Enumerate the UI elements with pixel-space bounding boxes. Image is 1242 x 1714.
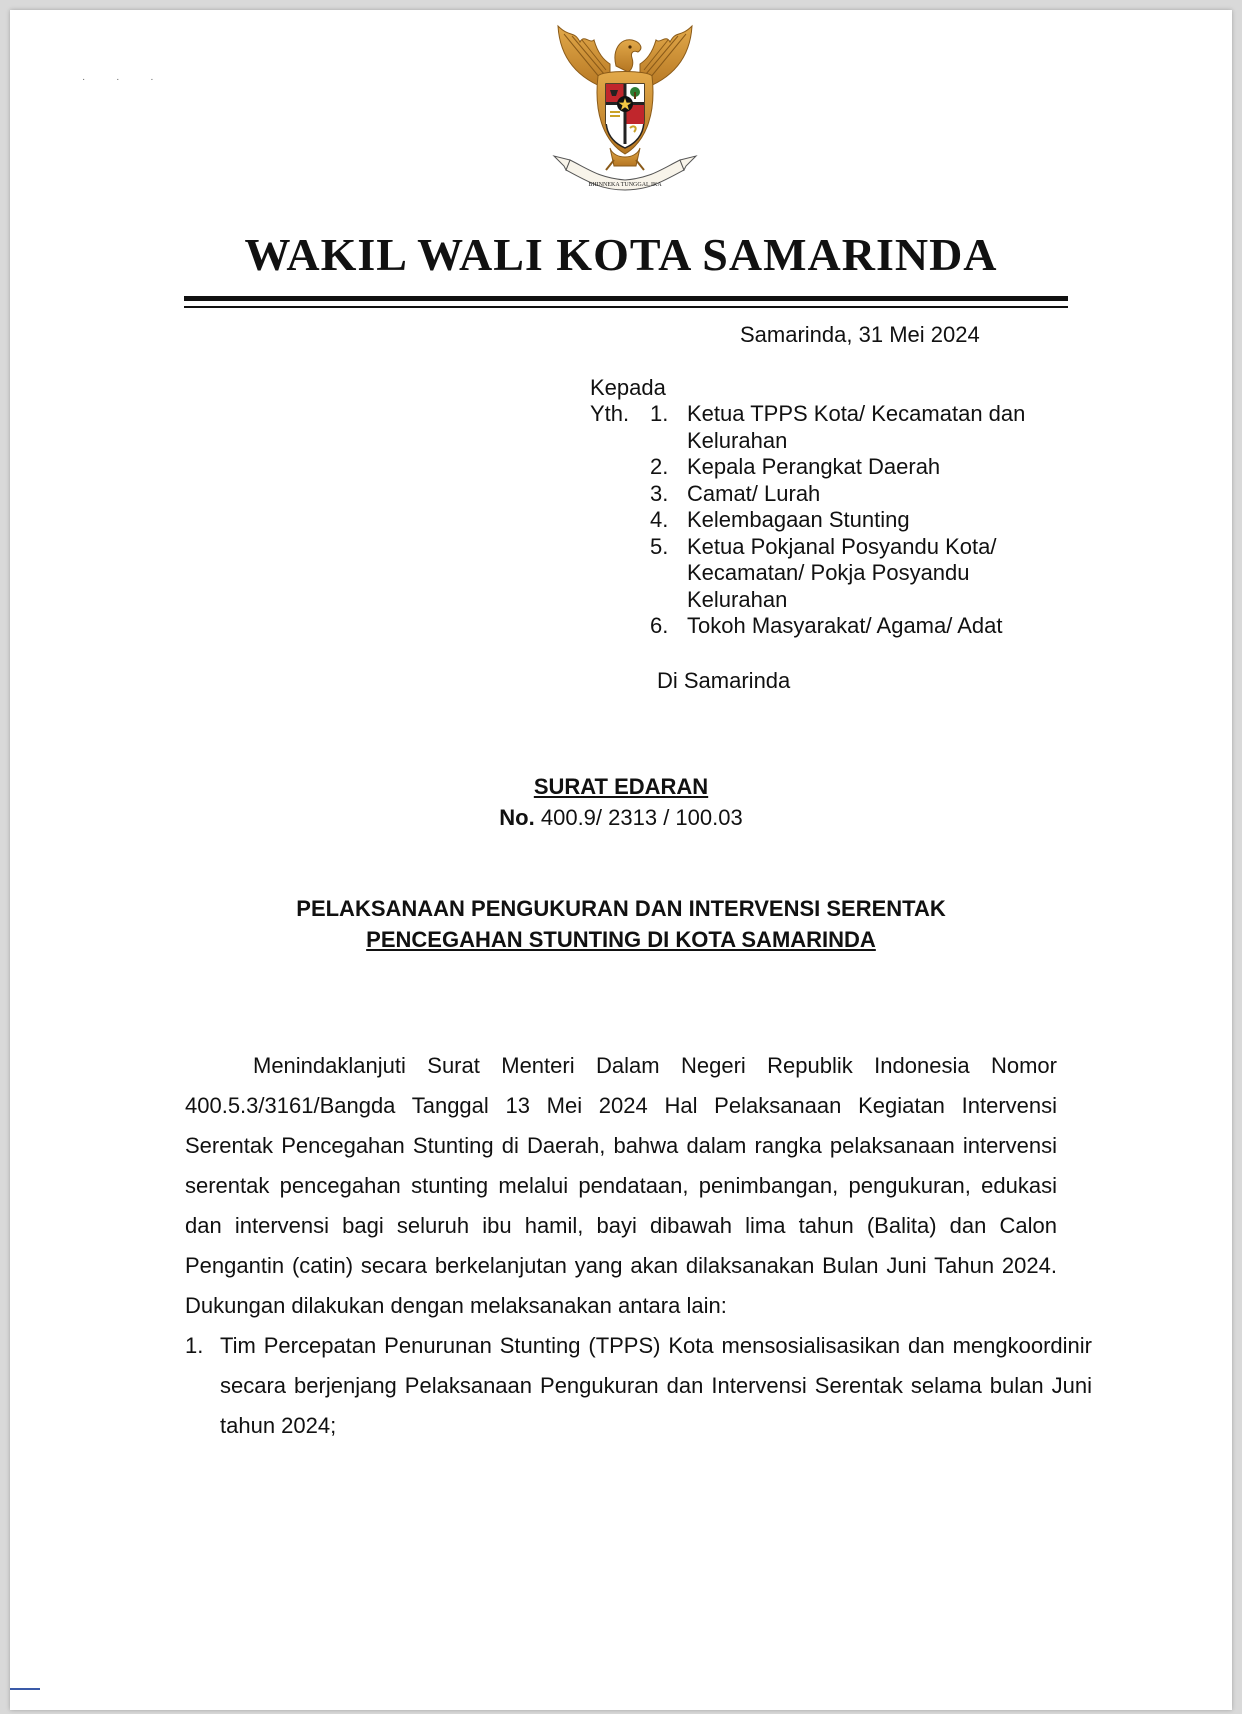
recipient-line: Kecamatan/ Pokja Posyandu — [687, 560, 970, 585]
letterhead-rule-thick — [184, 296, 1068, 301]
recipient-line: Kelurahan — [687, 427, 788, 453]
body-paragraph: Menindaklanjuti Surat Menteri Dalam Negeri Republik Indonesia Nomor 400.5.3/3161/Bangda Tanggal 13 Mei 2024 Hal Pelaksanaan Kegiatan Intervensi Serentak Pencegahan Stunting di Daerah, bahwa dalam rangka pelaksanaan intervensi serentak pencegahan stunting melalui pendataan, penimbangan, pengukuran, edukasi dan intervensi bagi seluruh ibu hamil, bayi dibawah lima tahun (Balita) dan Calon Pengantin (catin) secara berkelanjutan yang akan dilaksanakan Bulan Juni Tahun 2024. Dukungan dilakukan dengan melaksanakan antara lain: — [185, 1053, 1057, 1318]
circular-number — [0, 805, 1242, 831]
recipient-number: 5. — [650, 533, 669, 559]
recipient-line: Kepala Perangkat Daerah — [687, 454, 941, 479]
recipient-line: Kelembagaan Stunting — [687, 507, 910, 532]
corner-mark — [10, 1688, 40, 1690]
circular-number-value: 400.9/ 2313 / 100.03 — [540, 805, 743, 830]
recipient-number: 1. — [650, 401, 669, 426]
recipient-item — [650, 613, 1025, 640]
letter-date: Samarinda, 31 Mei 2024 — [740, 322, 980, 347]
circular-number-label: No. — [499, 805, 535, 830]
subject-line-2: PENCEGAHAN STUNTING DI KOTA SAMARINDA — [366, 927, 876, 952]
body-point-number: 1. — [185, 1333, 204, 1358]
addressee-yth: Yth. — [590, 401, 630, 426]
recipient-item — [650, 534, 1025, 614]
addressee-location: Di Samarinda — [657, 668, 791, 693]
recipient-line: Kelurahan — [687, 586, 788, 612]
recipient-line: Ketua Pokjanal Posyandu Kota/ — [687, 533, 997, 559]
recipient-item — [650, 507, 1025, 534]
recipient-line: Tokoh Masyarakat/ Agama/ Adat — [687, 613, 1003, 638]
scan-specks: · · · — [82, 74, 168, 85]
letterhead-title: WAKIL WALI KOTA SAMARINDA — [244, 229, 998, 280]
recipient-list — [650, 401, 1025, 640]
recipient-number: 4. — [650, 507, 669, 532]
recipient-number: 2. — [650, 454, 669, 479]
recipient-item — [650, 454, 1025, 481]
garuda-emblem — [540, 20, 710, 200]
circular-title: SURAT EDARAN — [533, 774, 709, 799]
recipient-number: 6. — [650, 613, 669, 638]
body-point-text: Tim Percepatan Penurunan Stunting (TPPS) Kota mensosialisasikan dan mengkoordinir secara berjenjang Pelaksanaan Pengukuran dan Intervensi Serentak selama bulan Juni tahun 2024; — [220, 1333, 1092, 1438]
body-point — [185, 1326, 1092, 1446]
letterhead-rule-thin — [184, 306, 1068, 308]
emblem-motto: BHINNEKA TUNGGAL IKA — [588, 182, 662, 188]
subject-line-1: PELAKSANAAN PENGUKURAN DAN INTERVENSI SERENTAK — [296, 896, 946, 921]
recipient-line: Camat/ Lurah — [687, 480, 821, 506]
recipient-number: 3. — [650, 480, 669, 506]
recipient-item — [650, 481, 1025, 508]
addressee-kepada: Kepada — [590, 375, 666, 400]
recipient-line: Ketua TPPS Kota/ Kecamatan dan — [687, 401, 1026, 426]
recipient-item — [650, 401, 1025, 454]
